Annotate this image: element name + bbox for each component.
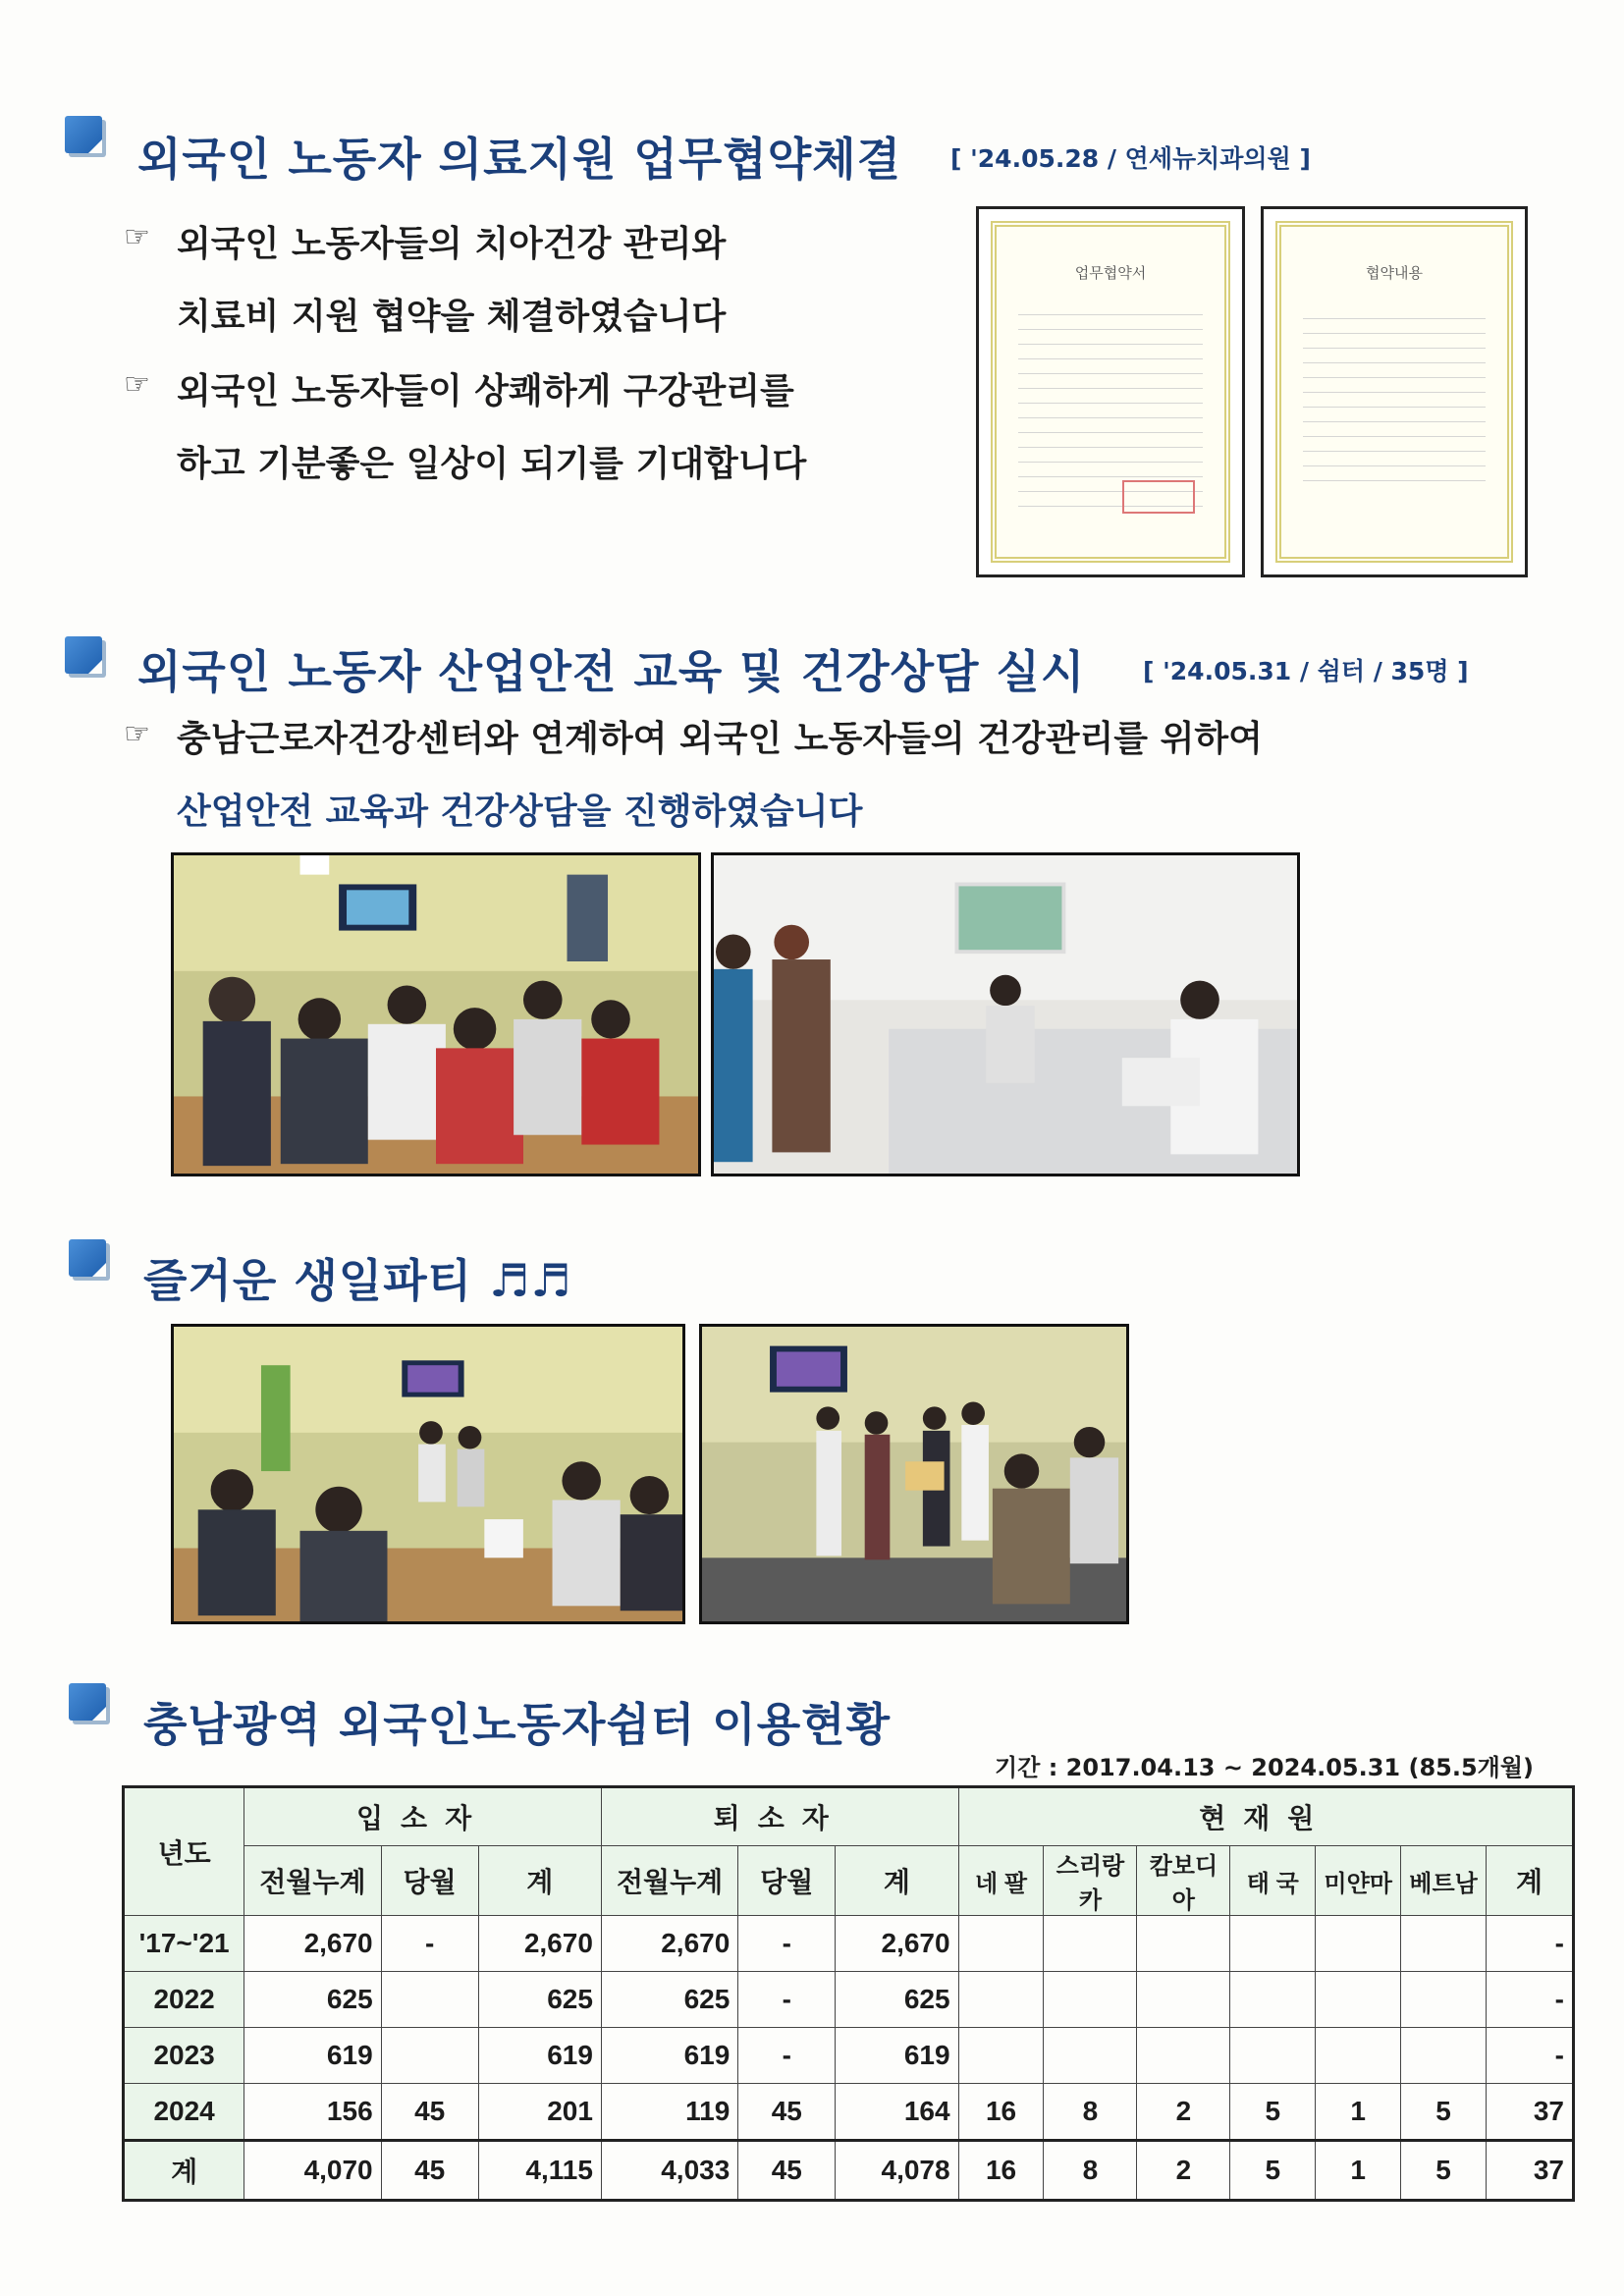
- header-total: 계: [478, 1846, 601, 1916]
- cell-country-count: [1401, 2028, 1487, 2084]
- cell-country-count: [1137, 2028, 1230, 2084]
- cell-country-count: 2: [1137, 2084, 1230, 2141]
- table-row: [124, 1916, 1574, 1972]
- cell-country-count: [958, 1916, 1044, 1972]
- cell-country-count: 1: [1316, 2084, 1401, 2141]
- cell-d-prev: 2,670: [601, 1916, 737, 1972]
- cell-current-total: -: [1486, 1972, 1573, 2028]
- cell-country-count: [958, 2028, 1044, 2084]
- cell-d-month: -: [738, 1972, 836, 2028]
- cell-country-count: [1316, 2028, 1401, 2084]
- cell-a-total: 619: [478, 2028, 601, 2084]
- cell-country-count: 5: [1230, 2084, 1316, 2141]
- row-year: 계: [124, 2141, 244, 2201]
- cell-a-total: 625: [478, 1972, 601, 2028]
- table-row: [124, 2141, 1574, 2201]
- cell-country-count: 16: [958, 2141, 1044, 2201]
- agreement-content-title: 협약내용: [1366, 264, 1423, 282]
- cell-a-month: [381, 2028, 478, 2084]
- cell-current-total: 37: [1486, 2141, 1573, 2201]
- cell-a-prev: 619: [244, 2028, 381, 2084]
- agreement-document-title: 업무협약서: [1074, 264, 1147, 282]
- header-year: 년도: [124, 1787, 244, 1916]
- cell-a-total: 4,115: [478, 2141, 601, 2201]
- row-year: 2022: [124, 1972, 244, 2028]
- section-icon: [69, 1683, 112, 1726]
- cell-country-count: [1316, 1972, 1401, 2028]
- header-country: 캄보디아: [1137, 1846, 1230, 1916]
- birthday-celebration-photo: [699, 1324, 1129, 1624]
- cell-country-count: [1137, 1972, 1230, 2028]
- cell-country-count: 16: [958, 2084, 1044, 2141]
- cell-d-prev: 4,033: [601, 2141, 737, 2201]
- cell-d-month: -: [738, 2028, 836, 2084]
- section-title-safety: 외국인 노동자 산업안전 교육 및 건강상담 실시: [137, 645, 1086, 698]
- safety-education-photo: [171, 852, 701, 1176]
- section-icon: [65, 636, 108, 680]
- cell-country-count: [1230, 2028, 1316, 2084]
- table-header-row: [124, 1787, 1574, 1846]
- cell-country-count: [1137, 1916, 1230, 1972]
- cell-d-month: 45: [738, 2084, 836, 2141]
- cell-d-total: 625: [836, 1972, 958, 2028]
- cell-country-count: [1401, 1972, 1487, 2028]
- table-subheader-row: [124, 1846, 1574, 1916]
- row-year: 2023: [124, 2028, 244, 2084]
- cell-d-total: 2,670: [836, 1916, 958, 1972]
- table-row: [124, 1972, 1574, 2028]
- agreement-line: 하고 기분좋은 일상이 되기를 기대합니다: [177, 444, 807, 484]
- agreement-line: 치료비 지원 협약을 체결하였습니다: [177, 297, 727, 337]
- header-country: 네 팔: [958, 1846, 1044, 1916]
- section-title-birthday: 즐거운 생일파티 ♬♬: [143, 1254, 572, 1307]
- section-icon: [69, 1239, 112, 1283]
- cell-country-count: [1316, 1916, 1401, 1972]
- header-current: 현재원: [958, 1787, 1573, 1846]
- cell-a-month: 45: [381, 2141, 478, 2201]
- cell-current-total: -: [1486, 2028, 1573, 2084]
- cell-a-month: [381, 1972, 478, 2028]
- header-country: 미얀마: [1316, 1846, 1401, 1916]
- cell-current-total: 37: [1486, 2084, 1573, 2141]
- section-note-agreement: [ '24.05.28 / 연세뉴치과의원 ]: [950, 144, 1311, 173]
- cell-d-prev: 625: [601, 1972, 737, 2028]
- header-this-month: 당월: [381, 1846, 478, 1916]
- table-body: [124, 1916, 1574, 2201]
- agreement-document-image: [976, 206, 1245, 577]
- health-consultation-photo: [711, 852, 1300, 1176]
- row-year: 2024: [124, 2084, 244, 2141]
- header-prev-cum: 전월누계: [244, 1846, 381, 1916]
- table-row: [124, 2028, 1574, 2084]
- cell-d-prev: 119: [601, 2084, 737, 2141]
- section-note-safety: [ '24.05.31 / 쉼터 / 35명 ]: [1143, 657, 1469, 685]
- pointing-hand-icon: ☞: [124, 220, 150, 254]
- cell-country-count: 1: [1316, 2141, 1401, 2201]
- header-country: 베트남: [1401, 1846, 1487, 1916]
- header-current-total: 계: [1486, 1846, 1573, 1916]
- cell-d-month: -: [738, 1916, 836, 1972]
- cell-country-count: [1401, 1916, 1487, 1972]
- cell-d-total: 164: [836, 2084, 958, 2141]
- usage-status-table: [122, 1785, 1575, 2202]
- header-country: 태 국: [1230, 1846, 1316, 1916]
- cell-a-prev: 2,670: [244, 1916, 381, 1972]
- cell-country-count: [1044, 1972, 1137, 2028]
- period-label: 기간 : 2017.04.13 ~ 2024.05.31 (85.5개월): [994, 1754, 1534, 1781]
- cell-country-count: [1044, 1916, 1137, 1972]
- cell-country-count: 8: [1044, 2141, 1137, 2201]
- cell-d-prev: 619: [601, 2028, 737, 2084]
- header-country: 스리랑카: [1044, 1846, 1137, 1916]
- cell-d-total: 4,078: [836, 2141, 958, 2201]
- cell-country-count: 8: [1044, 2084, 1137, 2141]
- pointing-hand-icon: ☞: [124, 717, 150, 751]
- cell-a-prev: 156: [244, 2084, 381, 2141]
- cell-country-count: 5: [1401, 2141, 1487, 2201]
- cell-a-prev: 4,070: [244, 2141, 381, 2201]
- cell-a-total: 201: [478, 2084, 601, 2141]
- header-discharge: 퇴소자: [601, 1787, 958, 1846]
- cell-d-month: 45: [738, 2141, 836, 2201]
- cell-country-count: 5: [1401, 2084, 1487, 2141]
- agreement-line: 외국인 노동자들의 치아건강 관리와: [177, 224, 727, 264]
- header-prev-cum: 전월누계: [601, 1846, 737, 1916]
- cell-country-count: 2: [1137, 2141, 1230, 2201]
- cell-a-month: 45: [381, 2084, 478, 2141]
- cell-country-count: [958, 1972, 1044, 2028]
- agreement-line: 외국인 노동자들이 상쾌하게 구강관리를: [177, 371, 794, 411]
- seal-stamp-icon: [1122, 480, 1195, 514]
- cell-current-total: -: [1486, 1916, 1573, 1972]
- cell-a-total: 2,670: [478, 1916, 601, 1972]
- safety-line: 산업안전 교육과 건강상담을 진행하였습니다: [177, 792, 863, 832]
- cell-country-count: [1230, 1916, 1316, 1972]
- cell-d-total: 619: [836, 2028, 958, 2084]
- birthday-party-photo: [171, 1324, 685, 1624]
- section-title-agreement: 외국인 노동자 의료지원 업무협약체결: [137, 133, 902, 186]
- cell-a-prev: 625: [244, 1972, 381, 2028]
- cell-country-count: 5: [1230, 2141, 1316, 2201]
- section-title-usage-status: 충남광역 외국인노동자쉼터 이용현황: [143, 1698, 892, 1751]
- header-this-month: 당월: [738, 1846, 836, 1916]
- section-icon: [65, 116, 108, 159]
- agreement-content-image: [1261, 206, 1528, 577]
- header-total: 계: [836, 1846, 958, 1916]
- cell-country-count: [1044, 2028, 1137, 2084]
- row-year: '17~'21: [124, 1916, 244, 1972]
- header-admission: 입소자: [244, 1787, 602, 1846]
- cell-country-count: [1230, 1972, 1316, 2028]
- cell-a-month: -: [381, 1916, 478, 1972]
- safety-line: 충남근로자건강센터와 연계하여 외국인 노동자들의 건강관리를 위하여: [177, 719, 1263, 759]
- table-row: [124, 2084, 1574, 2141]
- pointing-hand-icon: ☞: [124, 367, 150, 402]
